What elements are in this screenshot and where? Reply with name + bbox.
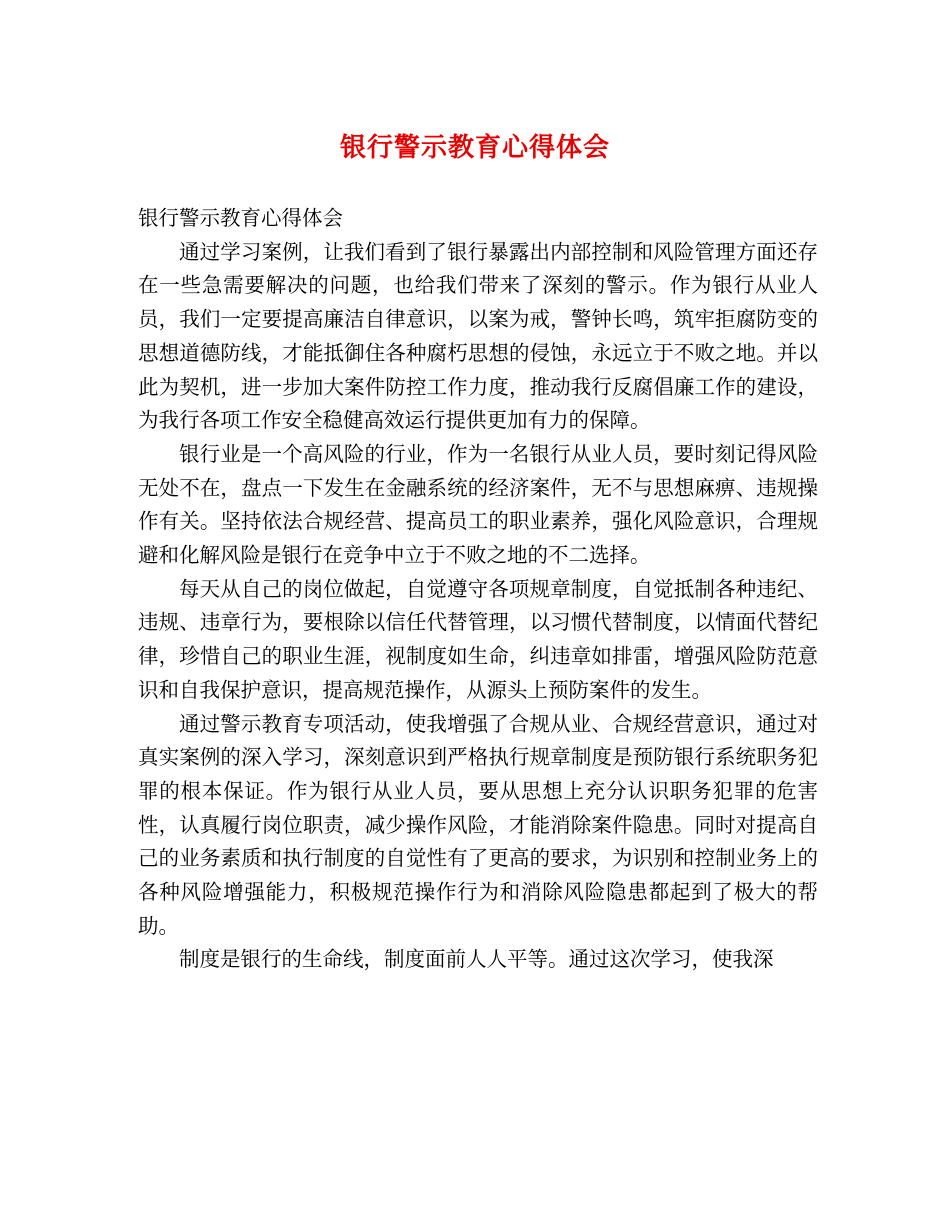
- paragraph-2: 银行业是一个高风险的行业，作为一名银行从业人员，要时刻记得风险无处不在，盘点一下发生在金融系统的经济案件，无不与思想麻痹、违规操作有关。坚持依法合规经营、提高员工的职业素养，强化风险意识，合理规避和化解风险是银行在竞争中立于不败之地的不二选择。: [138, 441, 818, 568]
- document-body: [138, 202, 818, 977]
- document-subtitle: 银行警示教育心得体会: [138, 206, 343, 230]
- paragraph-1: 通过学习案例，让我们看到了银行暴露出内部控制和风险管理方面还存在一些急需要解决的问题，也给我们带来了深刻的警示。作为银行从业人员，我们一定要提高廉洁自律意识，以案为戒，警钟长鸣，筑牢拒腐防变的思想道德防线，才能抵御住各种腐朽思想的侵蚀，永远立于不败之地。并以此为契机，进一步加大案件防控工作力度，推动我行反腐倡廉工作的建设，为我行各项工作安全稳健高效运行提供更加有力的保障。: [138, 239, 818, 433]
- paragraph-5: 制度是银行的生命线，制度面前人人平等。通过这次学习，使我深: [179, 947, 774, 972]
- paragraph-4: 通过警示教育专项活动，使我增强了合规从业、合规经营意识，通过对真实案例的深入学习，深刻意识到严格执行规章制度是预防银行系统职务犯罪的根本保证。作为银行从业人员，要从思想上充分认识职务犯罪的危害性，认真履行岗位职责，减少操作风险，才能消除案件隐患。同时对提高自己的业务素质和执行制度的自觉性有了更高的要求，为识别和控制业务上的各种风险增强能力，积极规范操作行为和消除风险隐患都起到了极大的帮助。: [138, 711, 818, 938]
- document-title: 银行警示教育心得体会: [339, 133, 610, 163]
- paragraph-3: 每天从自己的岗位做起，自觉遵守各项规章制度，自觉抵制各种违纪、违规、违章行为，要根除以信任代替管理，以习惯代替制度，以情面代替纪律，珍惜自己的职业生涯，视制度如生命，纠违章如排雷，增强风险防范意识和自我保护意识，提高规范操作，从源头上预防案件的发生。: [138, 576, 818, 702]
